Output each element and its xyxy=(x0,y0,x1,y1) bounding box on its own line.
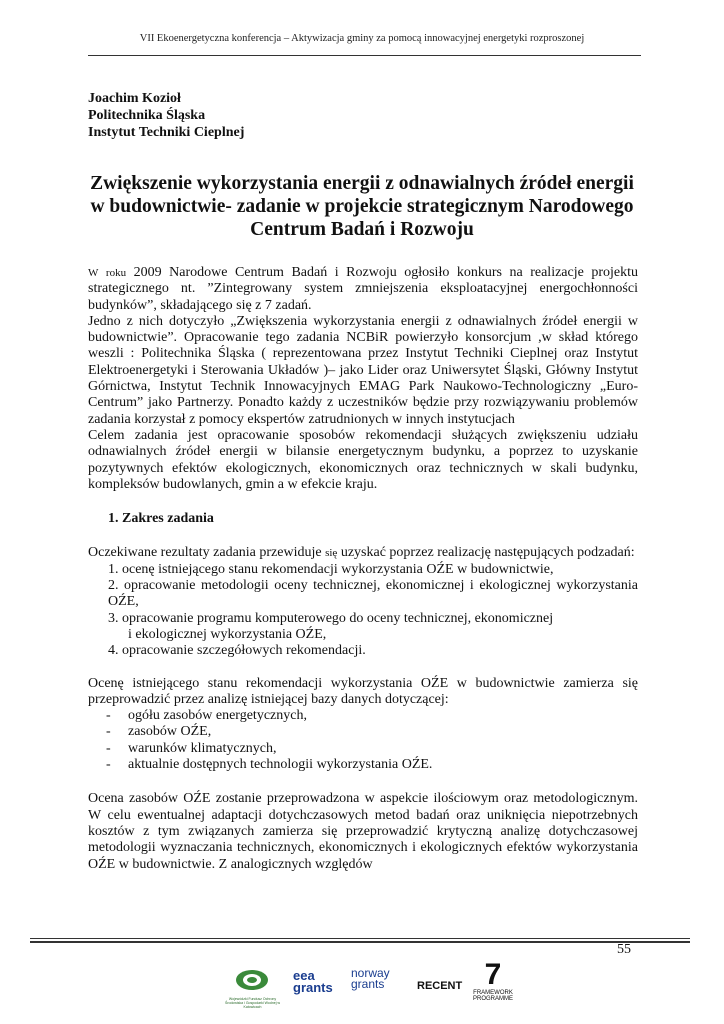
dash-bullet: - xyxy=(106,757,111,773)
eea-grants-word: grants xyxy=(293,980,333,995)
footer-logos xyxy=(225,958,525,1018)
intro-p1-text: 2009 Narodowe Centrum Badań i Rozwoju ogłosiło konkurs na realizacje projektu strategicznego nt. ”Zintegrowany system zmniejszenia eksploatacyjnej energochłonności budynków”, składającego się z 7 zadań. xyxy=(88,265,639,313)
dash-item xyxy=(88,724,638,740)
dash-text: ogółu zasobów energetycznych, xyxy=(128,708,307,724)
dash-bullet: - xyxy=(106,724,111,740)
lead-a: Oczekiwane rezultaty zadania przewiduje xyxy=(88,545,322,561)
list-item: 4. opracowanie szczegółowych rekomendacji. xyxy=(108,643,366,659)
leaf-icon xyxy=(232,968,272,992)
lead-b: uzyskać poprzez realizację następujących podzadań: xyxy=(340,545,635,561)
list-item: 2. opracowanie metodologii oceny technicznej, ekonomicznej i ekologicznej wykorzystania OŹE, xyxy=(108,578,638,610)
analysis-paragraph: Ocenę istniejącego stanu rekomendacji wykorzystania OŹE w budownictwie zamierza się przeprowadzić przez analizę istniejącej bazy danych dotyczącej: xyxy=(88,675,638,707)
fp7-caption: FRAMEWORK PROGRAMME xyxy=(473,990,514,1002)
fp7-logo xyxy=(473,960,513,1002)
dash-item xyxy=(88,741,638,757)
author-name: Joachim Kozioł xyxy=(88,91,181,106)
final-paragraph: Ocena zasobów OŹE zostanie przeprowadzona w aspekcie ilościowym oraz metodologicznym. W celu ewentualnej adaptacji dotychczasowych metod badań oraz uniknięcia niepotrzebnych kosztów z tym związanych zamierza się przeprowadzić krytyczną analizę dotychczasowej metodologii wyznaczania technicznych, ekonomicznych i ekologicznych efektów wykorzystania OŹE w budownictwie. Z analogicznych względów xyxy=(88,791,638,872)
norway-grants-logo xyxy=(351,968,390,990)
title-line-2: w budownictwie- zadanie w projekcie strategicznym Narodowego xyxy=(90,196,634,217)
intro-paragraph-2: Jedno z nich dotyczyło „Zwiększenia wykorzystania energii z odnawialnych źródeł energii w budownictwie”. Opracowanie tego zadania NCBiR powierzyło konsorcjum ,w skład którego weszli : Politechnika Śląska ( reprezentowana przez Instytut Techniki Cieplnej oraz Instytut Elektroenergetyki i Sterowania Układów )– jako Lider oraz Uniwersytet Śląski, Główny Instytut Górnictwa, Instytut Technik Innowacyjnych EMAG Park Naukowo-Technologiczny „Euro- Centrum” jako Partnerzy. Ponadto każdy z uczestników będzie przy rozwiązywaniu problemów zadania korzystał z pomocy ekspertów zatrudnionych w innych instytucjach xyxy=(88,313,638,427)
title-line-1: Zwiększenie wykorzystania energii z odnawialnych źródeł energii xyxy=(90,173,634,194)
intro-paragraph-3: Celem zadania jest opracowanie sposobów rekomendacji służących zwiększeniu udziału odnawialnych źródeł energii w bilansie energetycznym budynku, a poprzez to uzyskanie pozytywnych efektów ekologicznych, ekonomicznych oraz technicznych w skali budynku, kompleksów budowlanych, gmin a w efekcie kraju. xyxy=(88,427,638,492)
dash-text: zasobów OŹE, xyxy=(128,724,212,740)
author-institute: Instytut Techniki Cieplnej xyxy=(88,125,245,140)
wfos-logo xyxy=(225,968,280,1009)
paper-title xyxy=(60,172,664,241)
title-line-3: Centrum Badań i Rozwoju xyxy=(250,219,474,240)
dash-bullet: - xyxy=(106,740,111,756)
dash-item xyxy=(88,757,638,773)
dash-text: aktualnie dostępnych technologii wykorzystania OŹE. xyxy=(128,757,433,773)
running-header: VII Ekoenergetyczna konferencja – Aktywizacja gminy za pomocą innowacyjnej energetyki rozproszonej xyxy=(139,33,585,44)
intro-roku: roku xyxy=(105,267,127,279)
recent-logo: RECENT xyxy=(417,980,463,992)
fp7-number: 7 xyxy=(484,958,502,991)
wfos-text: Wojewódzki Fundusz Ochrony Środowiska i Gospodarki Wodnej w Katowicach xyxy=(225,997,280,1009)
norway-grants-word: grants xyxy=(351,977,385,991)
dash-item xyxy=(88,708,638,724)
list-item: 1. ocenę istniejącego stanu rekomendacji wykorzystania OŹE w budownictwie, xyxy=(108,561,554,577)
lead-sie: się xyxy=(325,547,338,560)
norway-word: norway xyxy=(351,966,390,980)
intro-paragraph-1 xyxy=(88,265,638,314)
eea-word: eea xyxy=(293,968,315,983)
eea-grants-logo xyxy=(293,970,333,994)
dash-text: warunków klimatycznych, xyxy=(128,740,277,756)
body-text xyxy=(88,265,638,873)
list-item xyxy=(88,611,638,644)
footer-rule-thick xyxy=(30,941,690,943)
header-rule xyxy=(88,55,641,56)
author-affiliation: Politechnika Śląska xyxy=(88,108,206,123)
section-heading: 1. Zakres zadania xyxy=(108,511,214,527)
footer-rule xyxy=(30,938,690,939)
page-number: 55 xyxy=(617,942,631,957)
author-block xyxy=(88,90,244,141)
dash-bullet: - xyxy=(106,708,111,724)
section-lead xyxy=(88,545,638,561)
item3-line1: 3. opracowanie programu komputerowego do oceny technicznej, ekonomicznej xyxy=(108,610,554,626)
item3-line2: i ekologicznej wykorzystania OŹE, xyxy=(128,626,327,642)
intro-w: W xyxy=(88,267,99,279)
